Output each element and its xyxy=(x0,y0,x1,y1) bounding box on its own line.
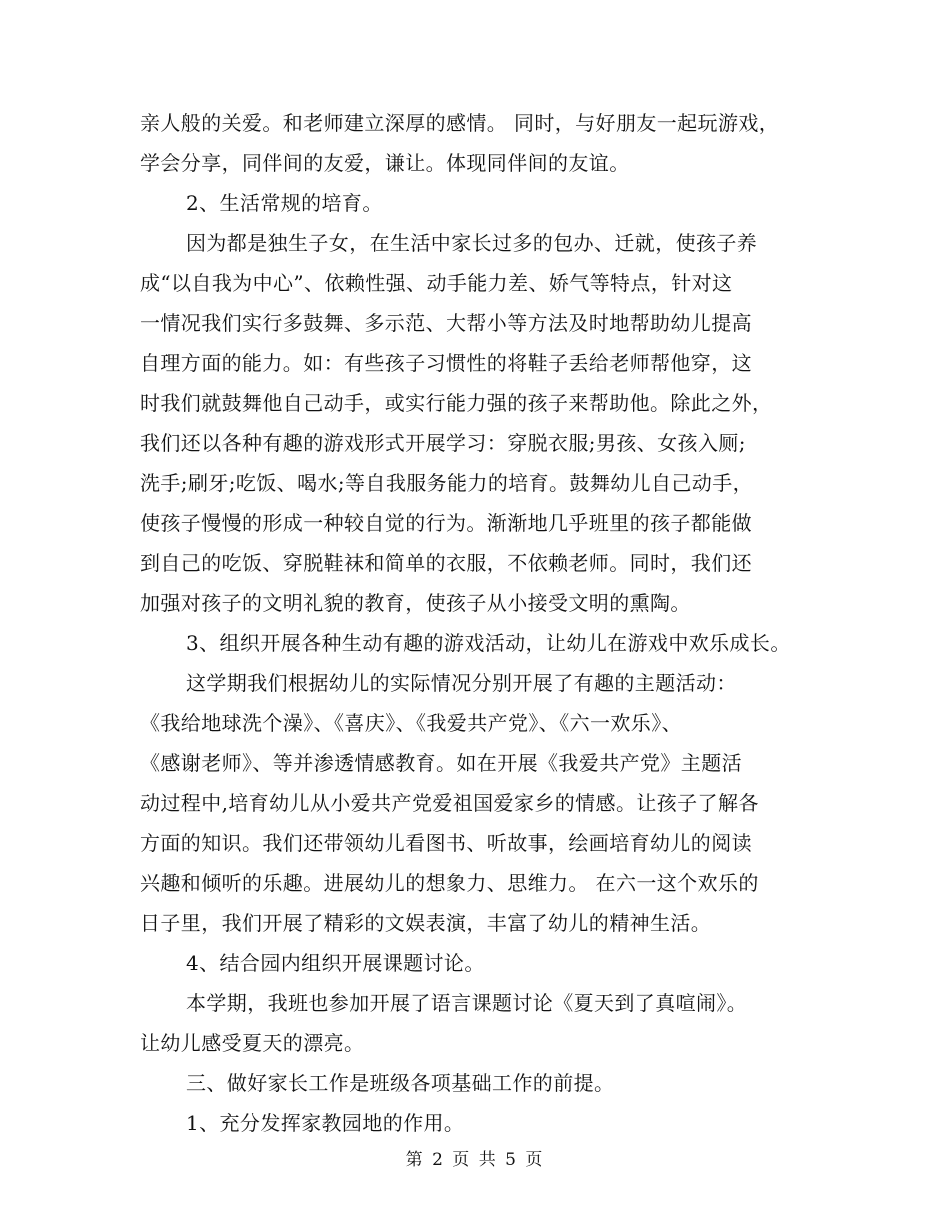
text-line: 这学期我们根据幼儿的实际情况分别开展了有趣的主题活动： xyxy=(186,671,737,695)
text-line: 日子里，我们开展了精彩的文娱表演，丰富了幼儿的精神生活。 xyxy=(140,911,712,935)
section-heading: 3、组织开展各种生动有趣的游戏活动，让幼儿在游戏中欢乐成长。 xyxy=(186,631,791,655)
text-line: 方面的知识。我们还带领幼儿看图书、听故事，绘画培育幼儿的阅读 xyxy=(140,831,752,855)
text-line: 本学期，我班也参加开展了语言课题讨论《夏天到了真喧闹》。 xyxy=(186,991,748,1015)
text-line: 时我们就鼓舞他自己动手，或实行能力强的孩子来帮助他。除此之外， xyxy=(140,391,773,415)
text-line: 加强对孩子的文明礼貌的教育，使孩子从小接受文明的熏陶。 xyxy=(140,591,691,615)
text-line: 因为都是独生子女，在生活中家长过多的包办、迁就，使孩子养 xyxy=(186,231,758,255)
text-line: 兴趣和倾听的乐趣。进展幼儿的想象力、思维力。 在六一这个欢乐的 xyxy=(140,871,759,895)
text-line: 《我给地球洗个澡》、《喜庆》、《我爱共产党》、《六一欢乐》、 xyxy=(140,711,682,735)
text-line: 亲人般的关爱。和老师建立深厚的感情。 同时，与好朋友一起玩游戏， xyxy=(140,111,780,135)
text-line: 《感谢老师》、等并渗透情感教育。如在开展《我爱共产党》主题活 xyxy=(140,751,742,775)
section-heading: 4、结合园内组织开展课题讨论。 xyxy=(186,951,485,975)
text-line: 一情况我们实行多鼓舞、多示范、大帮小等方法及时地帮助幼儿提高 xyxy=(140,311,752,335)
text-line: 学会分享，同伴间的友爱，谦让。体现同伴间的友谊。 xyxy=(140,151,630,175)
section-heading: 2、生活常规的培育。 xyxy=(186,191,383,215)
text-line: 我们还以各种有趣的游戏形式开展学习：穿脱衣服;男孩、女孩入厕; xyxy=(140,431,746,455)
page-number-footer: 第 2 页 共 5 页 xyxy=(405,1150,545,1170)
text-line: 让幼儿感受夏天的漂亮。 xyxy=(140,1031,365,1055)
section-heading: 三、做好家长工作是班级各项基础工作的前提。 xyxy=(186,1071,615,1095)
section-heading: 1、充分发挥家教园地的作用。 xyxy=(186,1111,465,1135)
text-line: 使孩子慢慢的形成一种较自觉的行为。渐渐地几乎班里的孩子都能做 xyxy=(140,511,752,535)
text-line: 动过程中,培育幼儿从小爱共产党爱祖国爱家乡的情感。让孩子了解各 xyxy=(140,791,759,815)
text-line: 洗手;刷牙;吃饭、喝水;等自我服务能力的培育。鼓舞幼儿自己动手， xyxy=(140,471,754,495)
text-line: 到自己的吃饭、穿脱鞋袜和简单的衣服，不依赖老师。同时，我们还 xyxy=(140,551,752,575)
text-line: 成“以自我为中心”、依赖性强、动手能力差、娇气等特点，针对这 xyxy=(140,271,733,295)
text-line: 自理方面的能力。如：有些孩子习惯性的将鞋子丢给老师帮他穿，这 xyxy=(140,351,752,375)
